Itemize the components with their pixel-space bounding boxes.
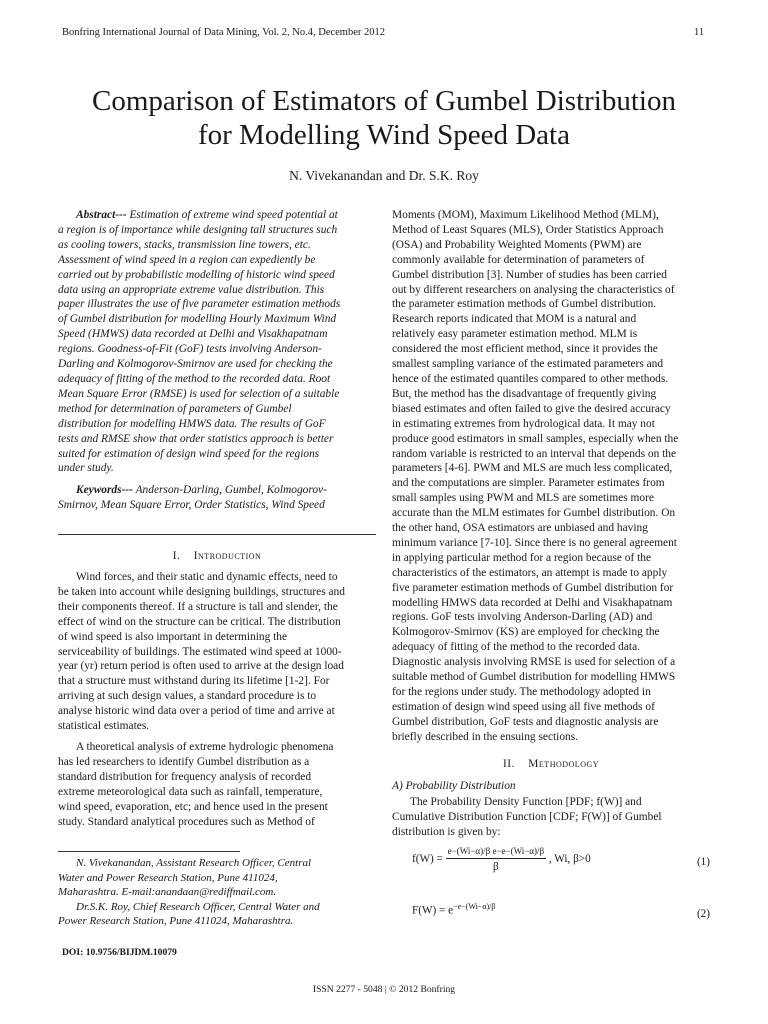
intro-line: standard distribution for frequency analysis of recorded [58,770,312,783]
abstract-line: adequacy of fitting of the method to the recorded data. Root [58,372,331,385]
body-line: minimum variance [7-10]. Since there is no general agreement [392,536,677,549]
keywords-line: Smirnov, Mean Square Error, Order Statistics, Wind Speed [58,498,325,511]
intro-line: Wind forces, and their static and dynamic effects, need to [76,571,338,583]
abstract-line: data using an appropriate extreme value distribution. This [58,283,325,296]
page-number: 11 [694,27,705,38]
body-line: accurate than the MLM estimates for Gumbel distribution. On [392,507,676,520]
equation-lhs: F(W) = e [412,904,454,917]
body-line: (OSA) and Probability Weighted Moments (PWM) are [392,238,642,251]
page-footer: ISSN 2277 - 5048 | © 2012 Bonfring [312,984,456,995]
intro-line: analyse historic wind data over a period of time and arrive at [58,705,335,718]
body-line: estimation of design wind speed using all five methods of [392,700,655,713]
body-line: hence of the estimated quantiles compared to other methods. [392,372,669,385]
body-line: the parameter estimation methods of Gumbel distribution. [392,298,657,311]
abstract-line: distribution for modelling HMWS data. The results of GoF [58,417,326,430]
abstract-line: paper illustrates the use of five parameter estimation methods [58,298,341,311]
equation-condition: , Wi, β>0 [548,853,591,866]
equation-number: (2) [696,908,710,920]
intro-line: extreme meteorological data such as rainfall, temperature, [58,785,323,798]
intro-line: arriving at such design values, a standard procedure is to [58,690,317,703]
equation-numerator: e−(Wi−α)/β e−e−(Wi−α)/β [446,846,546,859]
abstract-line: Mean Square Error (RMSE) is used for selection of a suitable [58,387,340,400]
abstract-line: method for determination of parameters of Gumbel [58,402,292,415]
abstract-line: carried out by probabilistic modelling of historic wind speed [58,268,335,281]
body-line: briefly described in the ensuing sections. [392,730,578,743]
body-line: Gumbel distribution, GoF tests and diagnostic analysis are [392,715,659,728]
intro-line: their components thereof. If a structure is tall and slender, the [58,600,338,613]
abstract-line: suited for estimation of design wind speed for the regions [58,447,320,460]
abstract-line: Speed (HMWS) data recorded at Delhi and Visakhapatnam [58,328,328,341]
subsection-heading: A) Probability Distribution [392,780,516,792]
author-list: N. Vivekanandan and Dr. S.K. Roy [289,168,479,183]
title-line-2: for Modelling Wind Speed Data [197,119,570,151]
body-line: for the regions under study. The methodology adopted in [392,686,651,698]
body-line: out by different researchers on analysing the characteristics of [392,283,675,296]
body-line: produce good estimators in small samples, especially when the [392,432,679,445]
methodology-body [392,795,710,840]
body-line: The Probability Density Function [PDF; f(W)] and [410,796,642,808]
running-header: Bonfring International Journal of Data Mining, Vol. 2, No.4, December 2012 [62,27,386,38]
intro-line: has led researchers to identify Gumbel distribution as a [58,755,310,768]
footnote-line: Power Research Station, Pune 411024, Maharashtra. [58,915,294,928]
equation-2 [412,902,710,920]
intro-line: of wind speed is also important in determining the [58,630,288,643]
equation-1 [412,846,710,873]
body-line: Method of Least Squares (MLS), Order Statistics Approach [392,223,664,236]
intro-line: A theoretical analysis of extreme hydrologic phenomena [76,740,334,753]
section-number: I. [172,550,181,562]
body-line: Research reports indicated that MOM is a natural and [392,313,637,326]
body-line: the other hand, OSA estimators are unbiased and having [392,522,648,535]
abstract-line: a region is of importance while designing tall structures such [58,223,338,236]
body-line: Kolmogorov-Smirnov (KS) are employed for checking the [392,626,660,639]
body-line: characteristics of the estimators, an attempt is made to apply [392,566,668,579]
abstract-line: of Gumbel distribution for modelling Hourly Maximum Wind [58,313,337,326]
abstract-label: Abstract--- [76,209,127,221]
body-line: But, the method has the disadvantage of frequently giving [392,387,657,400]
body-line: smallest sampling variance of the estimated parameters and [392,358,664,371]
abstract-divider [58,534,376,535]
body-line: Cumulative Distribution Function [CDF; F(W)] of Gumbel [392,810,662,823]
intro-line: serviceability of buildings. The estimated wind speed at 1000- [58,645,342,658]
abstract-line: Darling and Kolmogorov-Smirnov are used for checking the [58,358,333,371]
section-title: Introduction [193,550,262,562]
equation-fraction [446,846,546,873]
footnote-line: N. Vivekanandan, Assistant Research Officer, Central [76,857,312,869]
footnote-line: Dr.S.K. Roy, Chief Research Officer, Central Water and [76,900,320,913]
footnote-line: Maharashtra. E-mail:anandaan@rediffmail.com. [58,886,277,899]
section-number: II. [502,758,515,770]
intro-line: be taken into account while designing buildings, structures and [58,585,345,598]
abstract-line: as cooling towers, stacks, transmission line towers, etc. [58,238,311,251]
author-footnotes [58,856,376,929]
body-line: and the computations are simpler. Parameter estimates from [392,477,665,490]
body-line: relatively easy parameter estimation method. MLM is [392,328,638,341]
abstract-line: tests and RMSE show that order statistics approach is better [58,432,334,445]
doi: DOI: 10.9756/BIJDM.10079 [62,947,177,958]
body-line: adequacy of fitting of the method to the recorded data. [392,641,640,654]
equation-lhs: f(W) = [412,853,443,866]
abstract-line: Abstract--- Estimation of extreme wind speed potential at [76,209,338,221]
body-line: modelling HMWS data recorded at Delhi and Visakhapatnam [392,596,673,609]
section-heading-introduction [58,550,376,562]
paper-title [20,84,748,152]
introduction-body [58,570,376,829]
body-line: random variable is restricted to an interval that depends on the [392,447,677,460]
body-line: Moments (MOM), Maximum Likelihood Method (MLM), [392,209,659,221]
abstract-line: regions. Goodness-of-Fit (GoF) tests involving Anderson- [58,343,322,356]
body-line: in applying particular method for a region because of the [392,551,652,564]
intro-line: wind speed, evaporation, etc; and hence used in the present [58,800,328,813]
intro-line: year (yr) return period is often used to arrive at the design load [58,660,344,673]
body-line: commonly available for determination of parameters of [392,253,645,266]
body-line: biased estimates and often failed to give the desired accuracy [392,402,671,415]
section-heading-methodology [392,758,710,770]
abstract-line: under study. [58,462,114,475]
keywords-line: Keywords--- Anderson-Darling, Gumbel, Kolmogorov- [76,484,327,496]
footnote-line: Water and Power Research Station, Pune 411024, [58,871,278,884]
abstract [58,208,376,476]
body-line: considered the most efficient method, since it provides the [392,343,658,356]
section-title: Methodology [528,758,600,770]
keywords [58,483,376,513]
body-line: distribution is given by: [392,825,501,838]
intro-line: that a structure must withstand during its lifetime [1-2]. For [58,675,330,688]
body-line: regions. GoF tests involving Anderson-Darling (AD) and [392,611,653,624]
keywords-label: Keywords--- [76,484,133,496]
abstract-line: Assessment of wind speed in a region can expediently be [58,253,316,266]
body-line: Diagnostic analysis involving RMSE is used for selection of a [392,656,676,669]
intro-line: study. Standard analytical procedures such as Method of [58,815,315,828]
body-line: in estimating extremes from hydrological data. It may not [392,417,655,430]
intro-line: statistical estimates. [58,720,150,733]
equation-exponent: −e−(Wi−α)/β [453,902,496,911]
equation-denominator: β [493,861,499,873]
body-line: Gumbel distribution [3]. Number of studies has been carried [392,268,667,281]
footnote-rule [58,851,240,852]
equation-number: (1) [696,856,710,868]
body-line: parameters [4-6]. PWM and MLS are much less complicated, [392,462,673,475]
right-column-body [392,208,710,745]
title-line-1: Comparison of Estimators of Gumbel Distribution [92,85,676,117]
body-line: suitable method of Gumbel distribution for modelling HMWS [392,671,676,684]
body-line: five parameter estimation methods of Gumbel distribution for [392,581,674,594]
body-line: small samples using PWM and MLS are sometimes more [392,492,654,505]
intro-line: effect of wind on the structure can be critical. The distribution [58,615,341,628]
